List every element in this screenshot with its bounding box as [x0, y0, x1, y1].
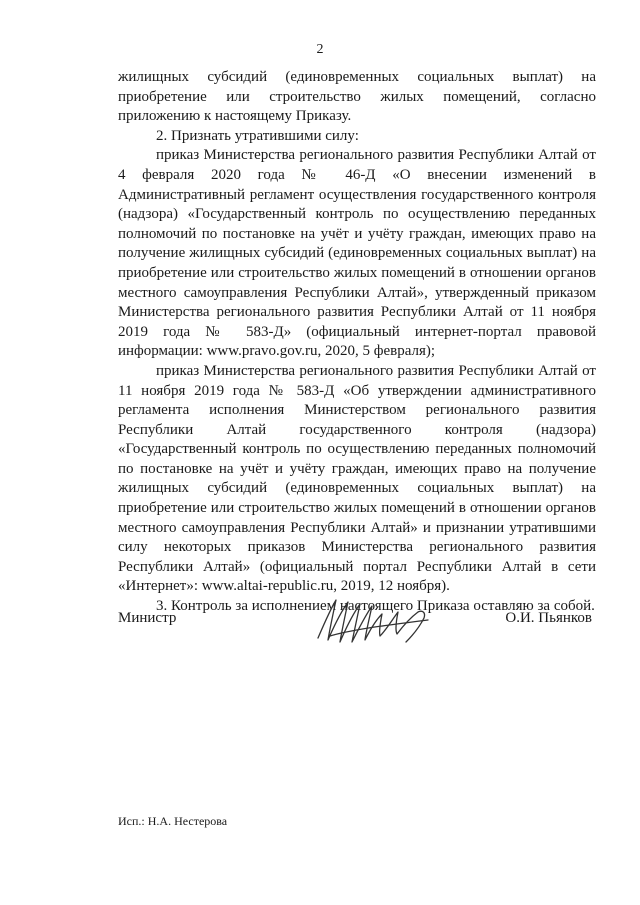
signature-block	[118, 590, 596, 650]
signer-name: О.И. Пьянков	[505, 610, 592, 626]
paragraph-item-2: 2. Признать утратившими силу:	[156, 127, 359, 144]
handwritten-signature	[310, 590, 436, 648]
document-body	[118, 68, 596, 617]
paragraph-order-46d: приказ Министерства регионального развития Республики Алтай от 4 февраля 2020 года № 46-Д «О внесении изменений в Административный регламент осуществления государственного контроля (надзора) «Государственный контроль по осуществлению переданных полномочий по постановке на учёт и учёту граждан, имеющих право на получение жилищных субсидий (единовременных социальных выплат) на приобретение или строительство жилых помещений в отношении органов местного самоуправления Республики Алтай», утвержденный приказом Министерства регионального развития Республики Алтай от 11 ноября 2019 года № 583-Д» (официальный интернет-портал правовой информации: www.pravo.gov.ru, 2020, 5 февраля);	[118, 147, 596, 360]
executor-note: Исп.: Н.А. Нестерова	[118, 814, 228, 828]
signer-title: Министр	[118, 610, 177, 626]
paragraph-continuation: жилищных субсидий (единовременных социальных выплат) на приобретение или строительство жилых помещений, согласно приложению к настоящему Приказу.	[118, 69, 596, 125]
paragraph-order-583d: приказ Министерства регионального развития Республики Алтай от 11 ноября 2019 года № 583-Д «Об утверждении административного регламента исполнения Министерством регионального развития Республики Алтай государственного контроля (надзора) «Государственный контроль по осуществлению переданных полномочий по постановке на учёт и учёту граждан, имеющих право на получение жилищных субсидий (единовременных социальных выплат) на приобретение или строительство жилых помещений в отношении органов местного самоуправления Республики Алтай» и признании утратившими силу некоторых приказов Министерства регионального развития Республики Алтай» (официальный портал Республики Алтай в сети «Интернет»: www.altai-republic.ru, 2019, 12 ноября).	[118, 362, 596, 595]
page-number: 2	[316, 42, 324, 57]
paragraph-item-3: 3. Контроль за исполнением настоящего Приказа оставляю за собой.	[156, 598, 595, 615]
